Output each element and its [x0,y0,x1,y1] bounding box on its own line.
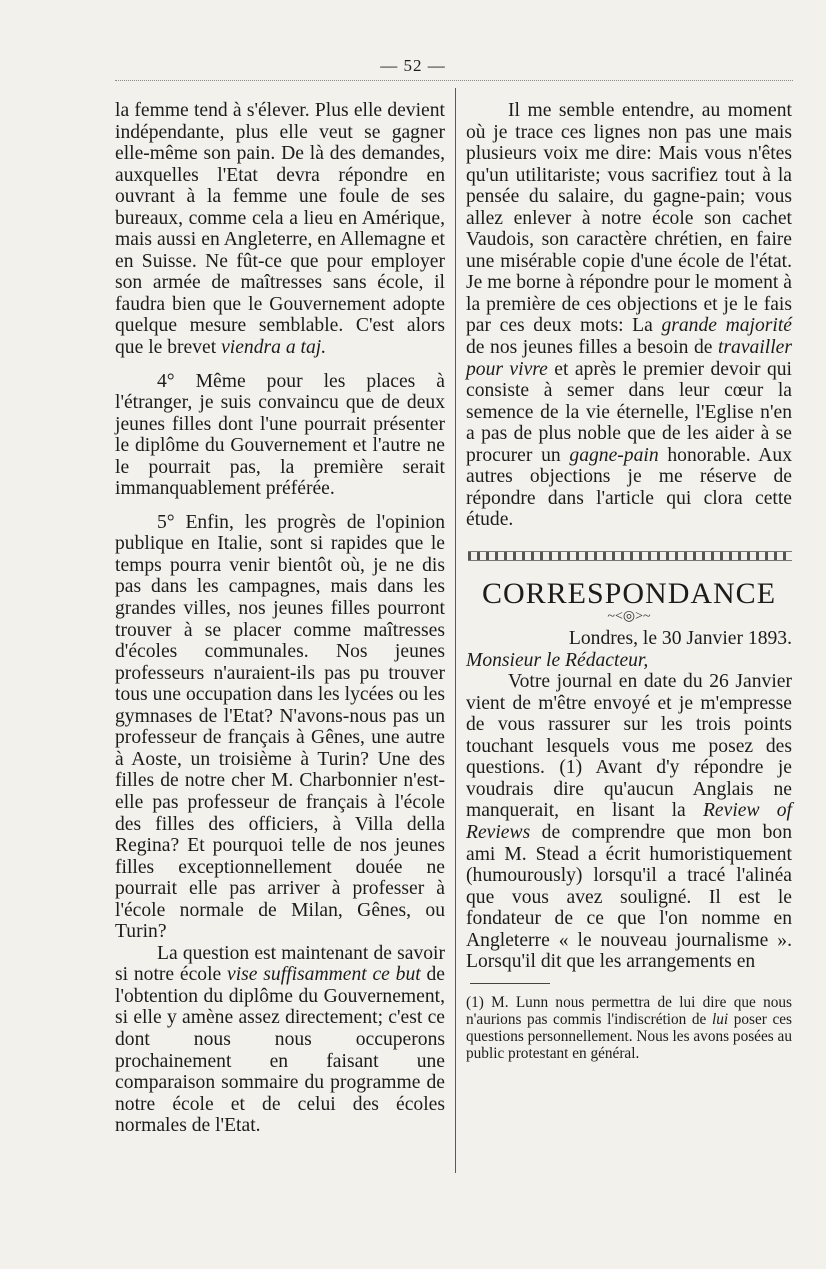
left-paragraph-1: la femme tend à s'élever. Plus elle devient indépendante, plus elle veut se gagner elle-même son pain. De là des demandes, auxquelles l'Etat devra répondre en ouvrant à la femme une foule de ses bureaux, comme cela a lieu en Amérique, mais aussi en Angleterre, en Allemagne et en Suisse. Ne fût-ce que pour employer son armée de maîtresses sans école, il faudra bien que le Gouvernement adopte quelque mesure semblable. C'est alors que le brevet viendra a taj. [115,100,445,359]
page-number: — 52 — [380,56,446,75]
section-title: CORRESPONDANCE [481,576,777,610]
letter-salutation: Monsieur le Rédacteur, [466,649,649,671]
right-column [466,100,792,1063]
footnote-rule [470,983,550,984]
footnote: (1) M. Lunn nous permettra de lui dire que nous n'aurions pas commis l'indiscrétion de lui poser ces questions personnellement. Nous les avons posées au public protestant en général. [466,993,792,1063]
column-divider [455,88,456,1173]
left-column [115,100,445,1137]
left-paragraph-4: La question est maintenant de savoir si notre école vise suffisamment ce but de l'obtention du diplôme du Gouvernement, si elle y amène assez directement; c'est ce dont nous nous occuperons prochainement en faisant une comparaison sommaire du programme de notre école et de celui des écoles normales de l'Etat. [115,942,445,1137]
left-paragraph-2: 4° Même pour les places à l'étranger, je suis convaincu que de deux jeunes filles dont l'une pourrait présenter le diplôme du Gouvernement et l'autre ne le pourrait pas, la première serait immanquablement préférée. [115,370,445,500]
letter-paragraph: Votre journal en date du 26 Janvier vient de m'être envoyé et je m'empresse de vous rassurer sur les trois points touchant lesquels vous me posez des questions. (1) Avant d'y répondre je voudrais dire qu'aucun Anglais ne manquerait, en lisant la Review of Reviews de comprendre que mon bon ami M. Stead a écrit humoristiquement (humourously) lorsqu'il a tracé l'alinéa que vous avez souligné. Il est le fondateur de ce que l'on nomme en Angleterre « le nouveau journalisme ». Lorsqu'il dit que les arrangements en [466,671,792,973]
flourish-ornament-icon: ~<◎>~ [607,609,651,625]
header-rule [115,80,793,81]
ornamental-divider [468,551,792,561]
right-paragraph-1: Il me semble entendre, au moment où je trace ces lignes non pas une mais plusieurs voix me dire: Mais vous n'êtes qu'un utilitariste; vous sacrifiez tout à la pensée du salaire, du gagne-pain; vous allez enlever à notre école son cachet Vaudois, son caractère chrétien, en faire une misérable copie d'une école de l'état. Je me borne à répondre pour le moment à la première de ces objections et je le fais par ces deux mots: La grande majorité de nos jeunes filles a besoin de travailler pour vivre et après le premier devoir qui consiste à semer dans leur cœur la semence de la vie éternelle, l'Eglise n'en a pas de plus noble que de les aider à se procurer un gagne-pain honorable. Aux autres objections je me réserve de répondre dans l'article qui clora cette étude. [466,100,792,531]
letter-dateline: Londres, le 30 Janvier 1893. [568,628,792,650]
left-paragraph-3: 5° Enfin, les progrès de l'opinion publique en Italie, sont si rapides que le temps pourra venir bientôt où, je ne dis pas dans les campagnes, mais dans les grandes villes, nos jeunes filles pourront trouver à se placer comme maîtresses d'écoles communales. Nos jeunes professeurs n'auraient-ils pas pu trouver tous une occupation dans les lycées ou les gymnases de l'Etat? N'avons-nous pas un professeur de français à Gênes, une autre à Aoste, un troisième à Turin? Une des filles de notre cher M. Charbonnier n'est-elle pas professeur de français à l'école des filles des officiers, à Villa della Regina? Et pourquoi telle de nos jeunes filles exceptionnellement douée ne pourrait elle pas arriver à professer à l'école normale de Milan, Gênes, ou Turin? [115,511,445,943]
